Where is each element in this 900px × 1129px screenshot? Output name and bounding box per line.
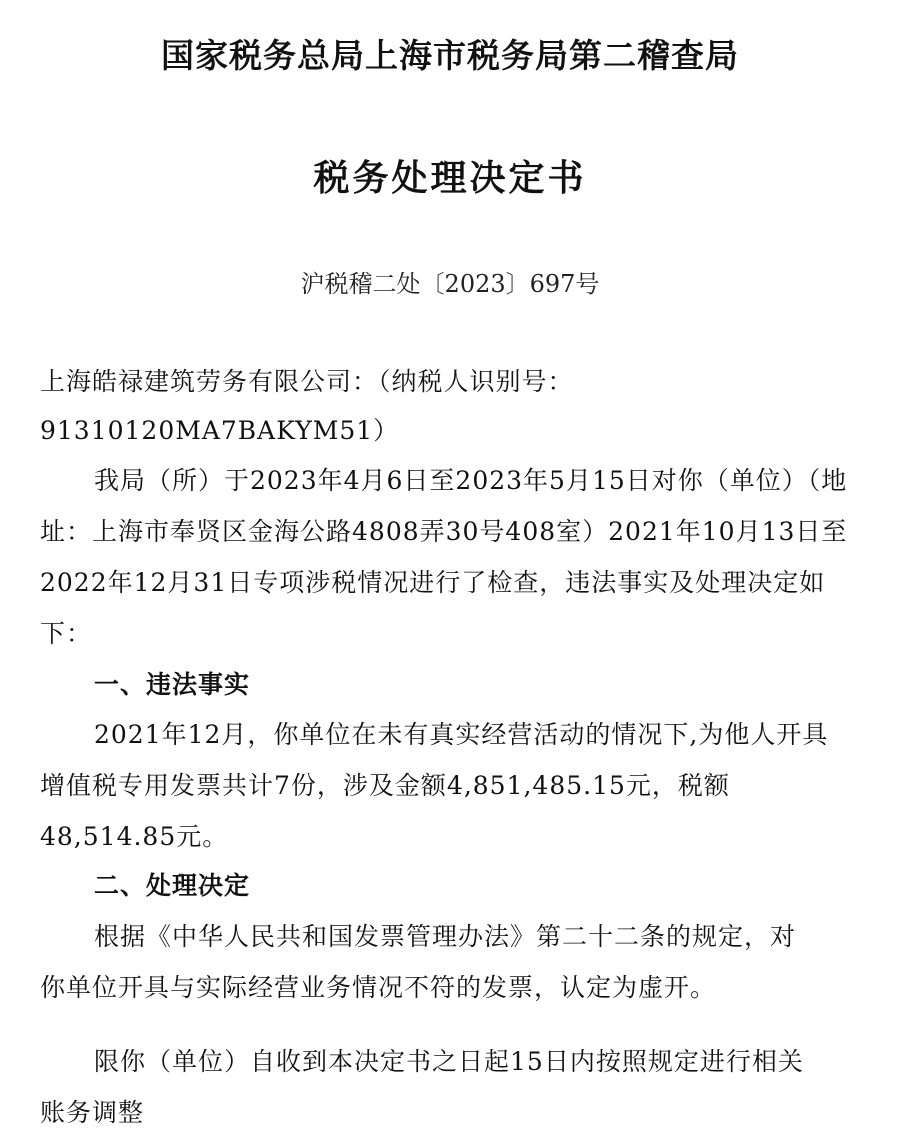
- intro-line-2: 址：上海市奉贤区金海公路4808弄30号408室）2021年10月13日至: [40, 517, 848, 546]
- violation-line-2: 增值税专用发票共计7份，涉及金额4,851,485.15元，税额: [40, 771, 730, 800]
- intro-line-1: 我局（所）于2023年4月6日至2023年5月15日对你（单位）（地: [94, 466, 848, 495]
- section-heading-violation-facts: 一、违法事实: [94, 670, 251, 699]
- violation-line-1: 2021年12月，你单位在未有真实经营活动的情况下,为他人开具: [94, 720, 829, 749]
- addressee-line-1: 上海皓禄建筑劳务有限公司：（纳税人识别号：: [40, 367, 574, 396]
- addressee-line-2: 91310120MA7BAKYM51）: [40, 416, 400, 445]
- intro-line-4: 下：: [40, 619, 93, 648]
- decision-line-1: 根据《中华人民共和国发票管理办法》第二十二条的规定，对: [94, 922, 797, 951]
- section-heading-decision: 二、处理决定: [94, 871, 251, 900]
- document-number: 沪税稽二处〔2023〕697号: [300, 270, 600, 298]
- closing-line-1: 限你（单位）自收到本决定书之日起15日内按照规定进行相关: [94, 1047, 804, 1076]
- decision-line-2: 你单位开具与实际经营业务情况不符的发票，认定为虚开。: [40, 973, 717, 1002]
- violation-line-3: 48,514.85元。: [40, 822, 229, 851]
- issuing-agency: 国家税务总局上海市税务局第二稽查局: [161, 36, 739, 75]
- document-title: 税务处理决定书: [313, 158, 587, 199]
- closing-line-2: 账务调整: [40, 1098, 145, 1127]
- intro-line-3: 2022年12月31日专项涉税情况进行了检查，违法事实及处理决定如: [40, 568, 826, 597]
